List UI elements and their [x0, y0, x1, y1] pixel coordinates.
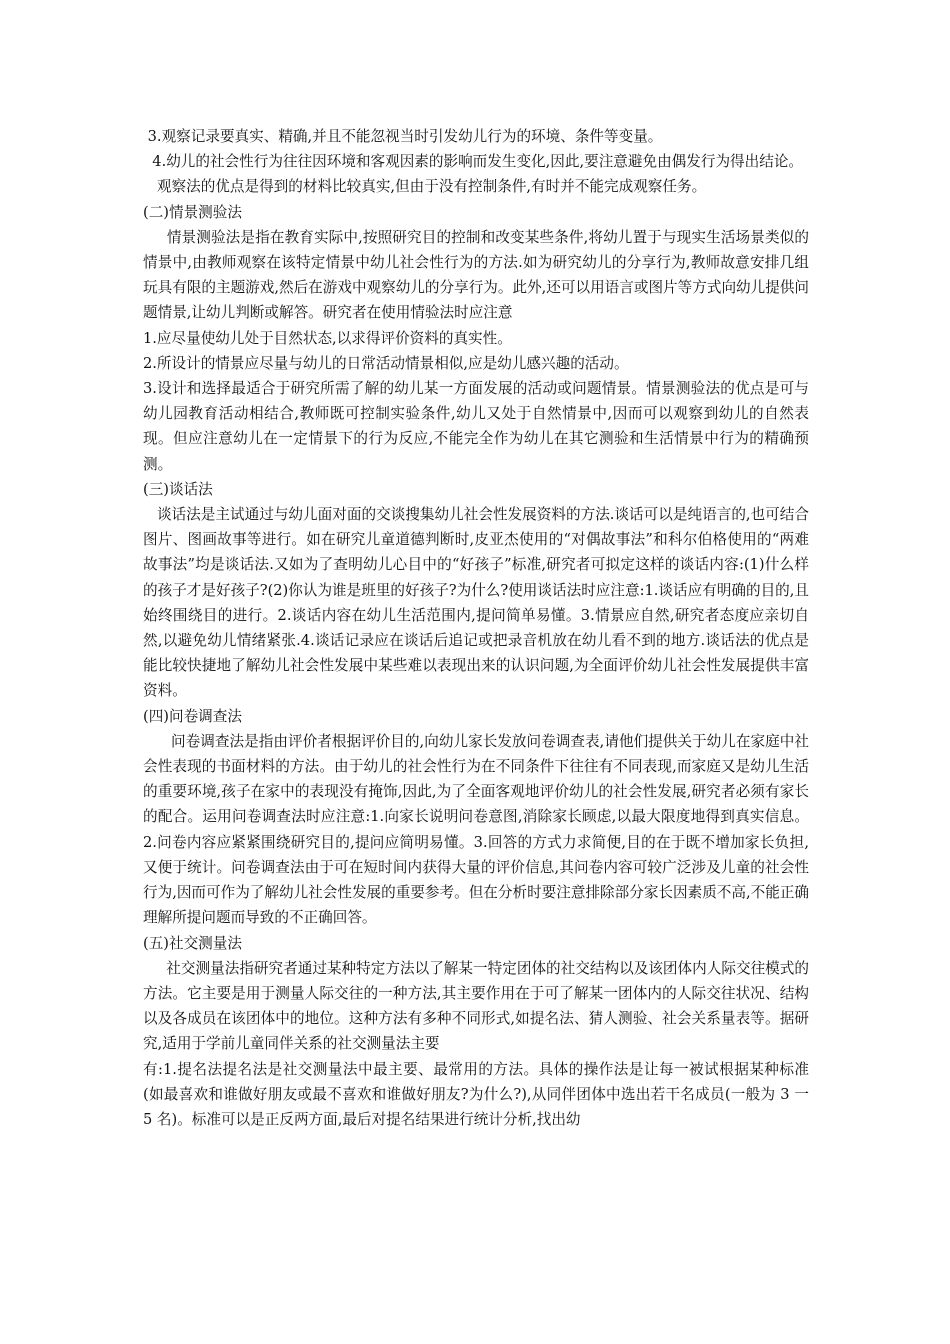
paragraph-situational-test-1: 1.应尽量使幼儿处于目然状态,以求得评价资料的真实性。	[143, 329, 512, 347]
paragraph-observation-4: 4.幼儿的社会性行为往往因环境和客观因素的影响而发生变化,因此,要注意避免由偶发行为得出结论。	[143, 153, 804, 171]
section-heading-sociometry: (五)社交测量法	[143, 934, 242, 952]
paragraph-sociometry-nomination: 有:1.提名法提名法是社交测量法中最主要、最常用的方法。具体的操作法是让每一被试根据某种标准(如最喜欢和谁做好朋友或最不喜欢和谁做好朋友?为什么?),从同伴团体中选出若干名成员(一般为 3 一 5 名)。标准可以是正反两方面,最后对提名结果进行统计分析,找出幼	[143, 1060, 814, 1128]
paragraph-questionnaire: 问卷调查法是指由评价者根据评价目的,向幼儿家长发放问卷调查表,请他们提供关于幼儿在家庭中社会性表现的书面材料的方法。由于幼儿的社会性行为在不同条件下往往有不同表现,而家庭又是幼儿生活的重要环境,孩子在家中的表现没有掩饰,因此,为了全面客观地评价幼儿的社会性发展,研究者必须有家长的配合。运用问卷调查法时应注意:1.向家长说明问卷意图,消除家长顾虑,以最大限度地得到真实信息。2.问卷内容应紧紧围绕研究目的,提问应简明易懂。3.回答的方式力求简便,目的在于既不增加家长负担,又便于统计。问卷调查法由于可在短时间内获得大量的评价信息,其问卷内容可较广泛涉及儿童的社会性行为,因而可作为了解幼儿社会性发展的重要参考。但在分析时要注意排除部分家长因素质不高,不能正确理解所提问题而导致的不正确回答。	[143, 732, 810, 927]
paragraph-sociometry-intro: 社交测量法指研究者通过某种特定方法以了解某一特定团体的社交结构以及该团体内人际交往模式的方法。它主要是用于测量人际交往的一种方法,其主要作用在于可了解某一团体内的人际交往状况、结构以及各成员在该团体中的地位。这种方法有多种不同形式,如提名法、猜人测验、社会关系量表等。据研究,适用于学前儿童同伴关系的社交测量法主要	[143, 959, 809, 1053]
section-heading-questionnaire: (四)问卷调查法	[143, 707, 242, 725]
paragraph-observation-summary: 观察法的优点是得到的材料比较真实,但由于没有控制条件,有时并不能完成观察任务。	[143, 178, 707, 196]
paragraph-situational-test-intro: 情景测验法是指在教育实际中,按照研究目的控制和改变某些条件,将幼儿置于与现实生活场景类似的情景中,由教师观察在该特定情景中幼儿社会性行为的方法.如为研究幼儿的分享行为,教师故意安排几组玩具有限的主题游戏,然后在游戏中观察幼儿的分享行为。此外,还可以用语言或图片等方式向幼儿提供问题情景,让幼儿判断或解答。研究者在使用情验法时应注意	[143, 228, 810, 322]
document-page	[143, 124, 814, 1132]
paragraph-situational-test-3: 3.设计和选择最适合于研究所需了解的幼儿某一方面发展的活动或问题情景。情景测验法的优点是可与幼儿园教育活动相结合,教师既可控制实验条件,幼儿又处于自然情景中,因而可以观察到幼儿的自然表现。但应注意幼儿在一定情景下的行为反应,不能完全作为幼儿在其它测验和生活情景中行为的精确预测。	[143, 380, 809, 473]
section-heading-situational-test: (二)情景测验法	[143, 203, 242, 221]
paragraph-interview: 谈话法是主试通过与幼儿面对面的交谈搜集幼儿社会性发展资料的方法.谈话可以是纯语言的,也可结合图片、图画故事等进行。如在研究儿童道德判断时,皮亚杰使用的“对偶故事法”和科尔伯格使用的“两难故事法”均是谈话法.又如为了查明幼儿心目中的“好孩子”标准,研究者可拟定这样的谈话内容:(1)什么样的孩子才是好孩子?(2)你认为谁是班里的好孩子?为什么?使用谈话法时应注意:1.谈话应有明确的目的,且始终围绕目的进行。2.谈话内容在幼儿生活范围内,提问简单易懂。3.情景应自然,研究者态度应亲切自然,以避免幼儿情绪紧张.4.谈话记录应在谈话后追记或把录音机放在幼儿看不到的地方.谈话法的优点是能比较快捷地了解幼儿社会性发展中某些难以表现出来的认识问题,为全面评价幼儿社会性发展提供丰富资料。	[143, 506, 809, 700]
paragraph-observation-3: 3.观察记录要真实、精确,并且不能忽视当时引发幼儿行为的环境、条件等变量。	[143, 128, 663, 145]
section-heading-interview: (三)谈话法	[143, 480, 213, 498]
paragraph-situational-test-2: 2.所设计的情景应尽量与幼儿的日常活动情景相似,应是幼儿感兴趣的活动。	[143, 354, 629, 372]
